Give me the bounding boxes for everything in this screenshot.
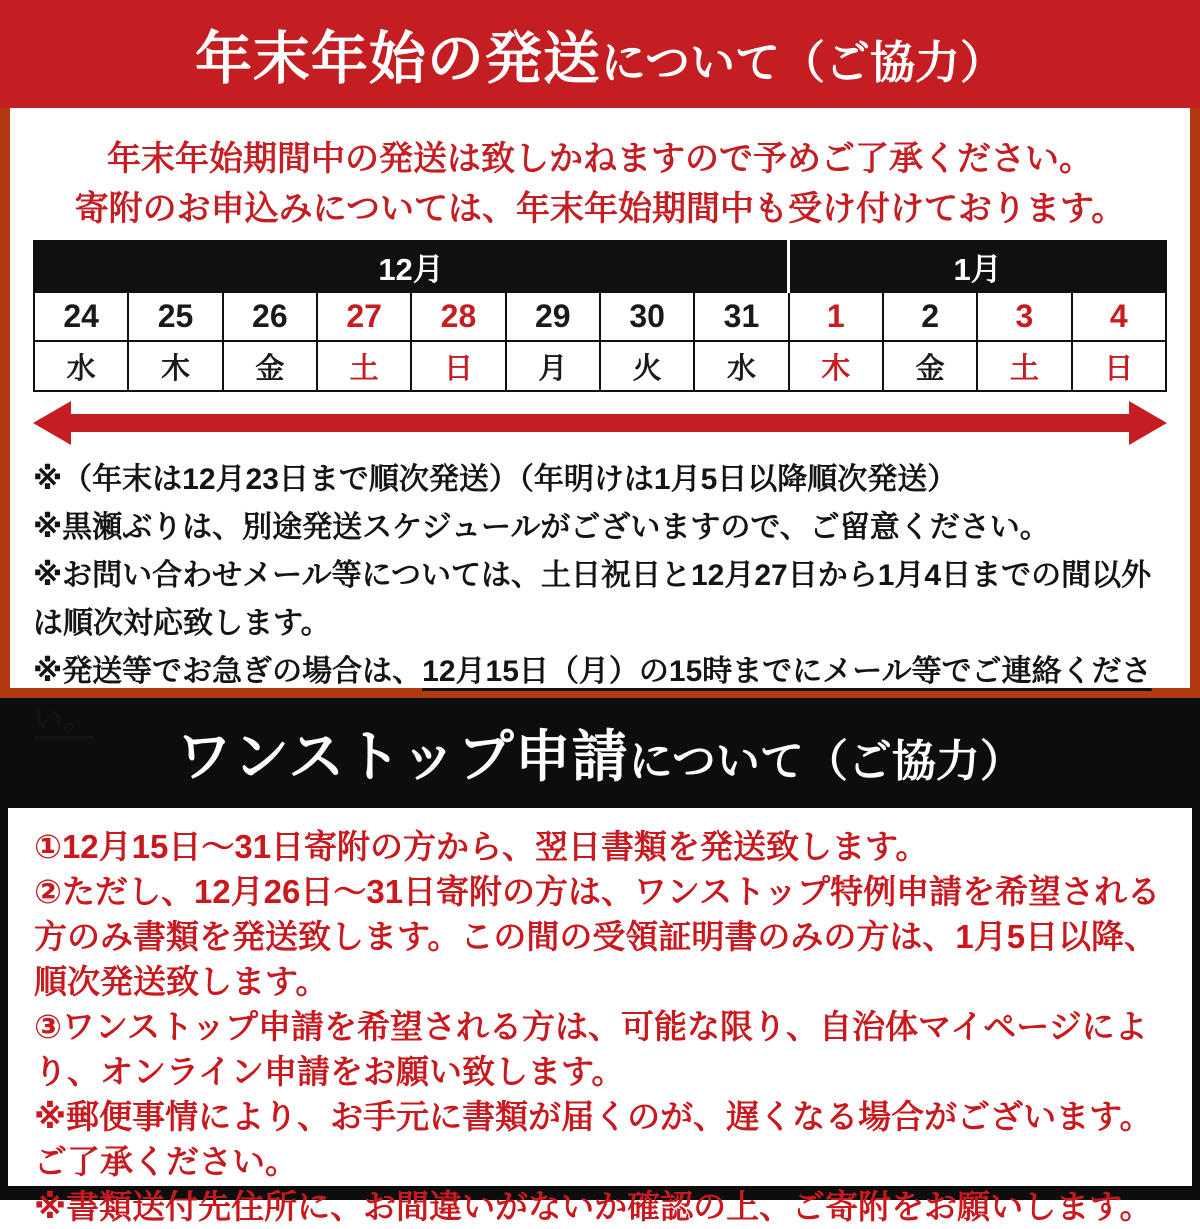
calendar-weekday-cell: 水 (694, 341, 788, 391)
one-stop-note-line: ②ただし、12月26日～31日寄附の方は、ワンストップ特例申請を希望される方のみ書類を発送致します。この間の受領証明書のみの方は、1月5日以降、順次発送致します。 (34, 873, 1161, 1000)
one-stop-note-line: ※書類送付先住所に、お間違いがないか確認の上、ご寄附をお願いします。 (34, 1188, 1153, 1225)
calendar-weekday-cell: 木 (128, 341, 222, 391)
shipping-notice-title-sub: について（ご協力） (600, 37, 1006, 88)
calendar-weekday-cell: 月 (506, 341, 600, 391)
shipping-note-line: ※（年末は12月23日まで順次発送）（年明けは1月5日以降順次発送） (33, 463, 958, 496)
calendar-date-cell: 31 (694, 292, 788, 341)
calendar-date-cell: 27 (317, 292, 411, 341)
calendar-date-cell: 25 (128, 292, 222, 341)
calendar-weekday-cell: 木 (789, 341, 883, 391)
calendar-weekday-cell: 金 (883, 341, 977, 391)
one-stop-note-line: ①12月15日～31日寄附の方から、翌日書類を発送致します。 (34, 828, 929, 865)
calendar-weekday-row (34, 341, 1166, 391)
calendar-date-cell: 26 (223, 292, 317, 341)
shipping-note-line: ※黒瀬ぶりは、別途発送スケジュールがございますので、ご留意ください。 (33, 511, 1050, 544)
calendar-date-cell: 4 (1072, 292, 1166, 341)
calendar-date-cell: 2 (883, 292, 977, 341)
calendar-weekday-cell: 水 (34, 341, 128, 391)
shipping-note-prefix: ※発送等でお急ぎの場合は、 (33, 655, 423, 688)
intro-line: 寄附のお申込みについては、年末年始期間中も受け付けております。 (74, 190, 1126, 228)
intro-line: 年末年始期間中の発送は致しかねますので予めご了承ください。 (107, 140, 1093, 178)
one-stop-title (176, 713, 1024, 793)
calendar-date-cell: 1 (789, 292, 883, 341)
one-stop-notes (8, 808, 1192, 1225)
shipping-notice-header (0, 0, 1200, 108)
calendar-weekday-cell: 金 (223, 341, 317, 391)
calendar-weekday-cell: 日 (411, 341, 505, 391)
shipping-notice-body (10, 108, 1190, 736)
calendar-date-cell: 24 (34, 292, 128, 341)
calendar-date-cell: 30 (600, 292, 694, 341)
one-stop-title-main: ワンストップ申請 (176, 725, 629, 788)
calendar-month-cell: 1月 (789, 241, 1166, 292)
calendar-date-cell: 3 (977, 292, 1071, 341)
calendar-weekday-cell: 土 (317, 341, 411, 391)
shipping-notice-intro (10, 134, 1190, 234)
shipping-note-underlined-deadline: 12月15日（月）の15時までにメール等でご連絡ください。 (33, 655, 1152, 736)
calendar-weekday-cell: 土 (977, 341, 1071, 391)
calendar-month-cell: 12月 (34, 241, 789, 292)
one-stop-note-line: ③ワンストップ申請を希望される方は、可能な限り、自治体マイページにより、オンライン申請をお願い致します。 (34, 1008, 1148, 1090)
shipping-note-line: ※お問い合わせメール等については、土日祝日と12月27日から1月4日までの間以外は順次対応致します。 (33, 559, 1152, 640)
calendar-month-row (34, 241, 1166, 292)
shipping-notice-body-frame (0, 108, 1200, 736)
one-stop-title-sub: について（ご協力） (628, 737, 1024, 786)
calendar-date-row (34, 292, 1166, 341)
one-stop-header (0, 698, 1200, 808)
calendar-weekday-cell: 火 (600, 341, 694, 391)
one-stop-application-section (0, 698, 1200, 1225)
shipping-notice-title-main: 年末年始の発送 (194, 27, 601, 91)
calendar-date-cell: 29 (506, 292, 600, 341)
one-stop-note-line: ※郵便事情により、お手元に書類が届くのが、遅くなる場合がございます。ご了承ください。 (34, 1098, 1153, 1180)
shipping-notice-title (195, 13, 1005, 95)
shipping-calendar-table (33, 240, 1167, 392)
calendar-weekday-cell: 日 (1072, 341, 1166, 391)
closure-period-arrow-icon (33, 400, 1167, 446)
calendar-date-cell: 28 (411, 292, 505, 341)
